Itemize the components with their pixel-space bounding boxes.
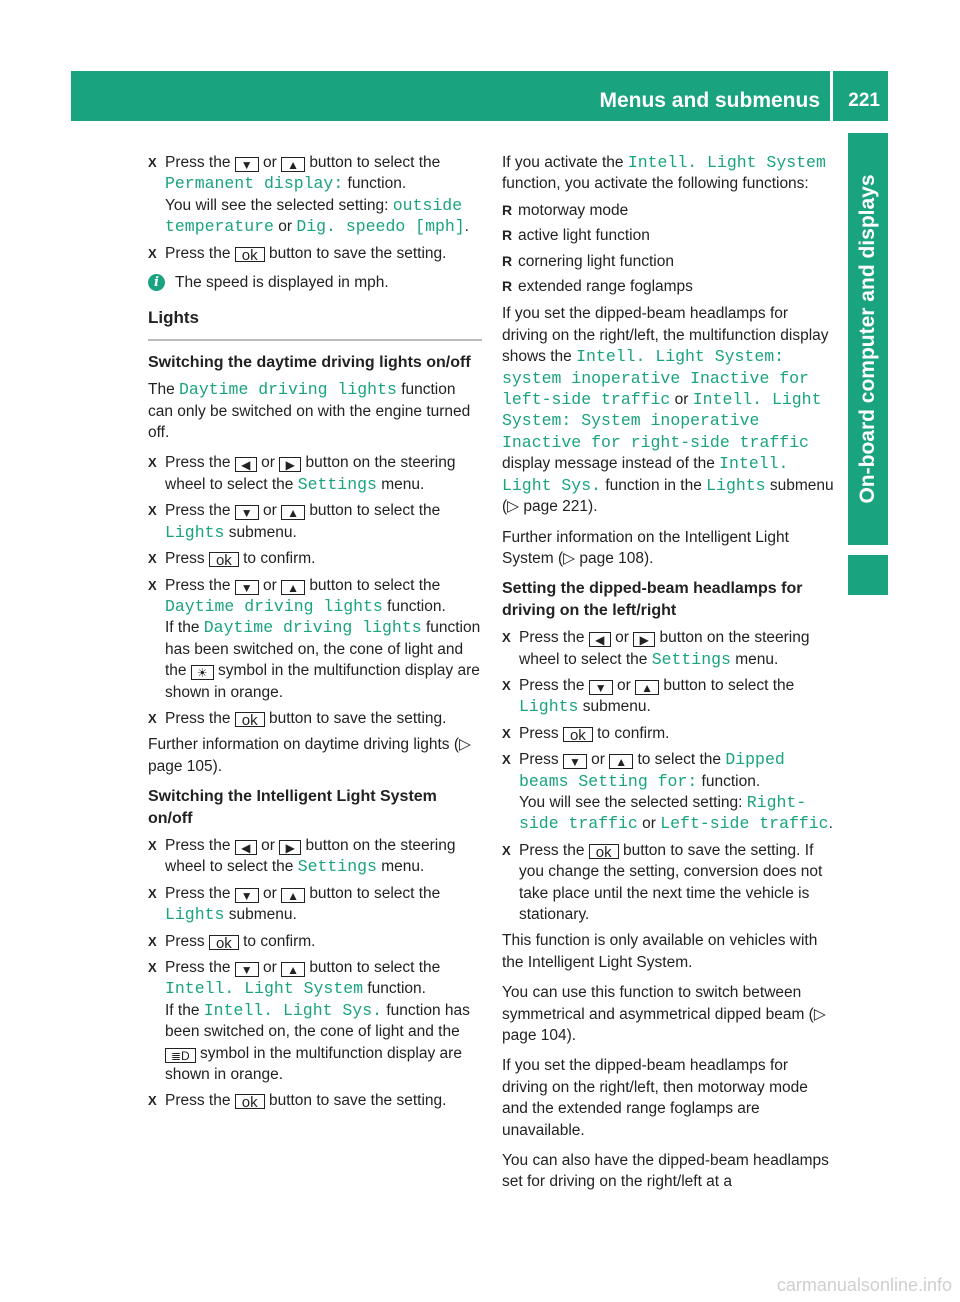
step: X Press the ok button to save the setting. bbox=[148, 709, 447, 729]
step: X Press ok to confirm. bbox=[148, 550, 316, 570]
down-key-icon: ▼ bbox=[563, 754, 587, 769]
step: X Press the ◀ or ▶ button on the steering wheel to select the Settings menu. bbox=[502, 629, 810, 669]
step: X Press ▼ or ▲ to select the Dipped beams Setting for: function. You will see the selected setting: Right-side traffic or Left-side traffic. bbox=[502, 750, 833, 834]
right-column bbox=[502, 152, 836, 1202]
step-marker: X bbox=[148, 503, 157, 519]
display-text: Intell. Light System: system inoperative Inactive for left-side traffic bbox=[502, 347, 809, 410]
page-header bbox=[71, 71, 888, 121]
step: X Press the ▼ or ▲ button to select the Lights submenu. bbox=[148, 502, 441, 542]
down-key-icon: ▼ bbox=[235, 888, 259, 903]
paragraph: Further information on daytime driving lights (▷ page 105). bbox=[148, 736, 471, 775]
display-text: Daytime driving lights bbox=[165, 596, 383, 616]
up-key-icon: ▲ bbox=[609, 754, 633, 769]
ok-key-icon: ok bbox=[235, 712, 265, 727]
subheading-intelligent-light: Switching the Intelligent Light System on/off bbox=[148, 788, 437, 827]
list-item: R extended range foglamps bbox=[502, 278, 693, 296]
step: X Press the ▼ or ▲ button to select the Daytime driving lights function. If the Daytime driving lights function has been switched on, the cone of light and the ☀ symbol in the multifunction display are shown in orange. bbox=[148, 576, 481, 701]
step: X Press the ▼ or ▲ button to select the Lights submenu. bbox=[502, 676, 795, 717]
step: X Press ok to confirm. bbox=[148, 932, 316, 952]
step-marker: X bbox=[502, 677, 511, 693]
display-text: Lights bbox=[706, 475, 766, 495]
sun-symbol-icon: ☀ bbox=[191, 665, 214, 680]
paragraph: You can use this function to switch between symmetrical and asymmetrical dipped beam (▷ page 104). bbox=[502, 984, 826, 1045]
step-marker: X bbox=[148, 837, 157, 853]
ok-key-icon: ok bbox=[235, 1094, 265, 1109]
display-text: Lights bbox=[165, 905, 225, 925]
up-key-icon: ▲ bbox=[281, 580, 305, 595]
side-tab-label: On-board computer and displays bbox=[856, 174, 879, 504]
up-key-icon: ▲ bbox=[635, 680, 659, 695]
step-marker: X bbox=[148, 155, 157, 170]
display-text: Intell. Light System: System inoperative Inactive for right-side traffic bbox=[502, 390, 822, 452]
up-key-icon: ▲ bbox=[281, 962, 305, 977]
display-text: Dig. speedo [mph] bbox=[296, 217, 465, 237]
step: X Press ok to confirm. bbox=[502, 724, 670, 744]
paragraph: If you set the dipped-beam headlamps for driving on the right/left, the multifunction display shows the Intell. Light System: system inoperative Inactive for left-side traffic or Intell. Light System: System inoperative Inactive for right-side traffic display message instead of the Intell. Light Sys. function in the Lights submenu (▷ page 221). bbox=[502, 305, 834, 516]
left-column bbox=[148, 152, 482, 1117]
list-item: R motorway mode bbox=[502, 201, 629, 219]
step-marker: X bbox=[148, 577, 157, 593]
display-text: Intell. Light Sys. bbox=[203, 1000, 383, 1020]
lowbeam-symbol-icon: ≣D bbox=[165, 1048, 196, 1063]
step-marker: X bbox=[502, 725, 511, 741]
display-text: Left-side traffic bbox=[660, 814, 829, 834]
paragraph: This function is only available on vehicles with the Intelligent Light System. bbox=[502, 932, 818, 971]
list-item: R cornering light function bbox=[502, 252, 674, 270]
page-number: 221 bbox=[848, 90, 880, 111]
step-marker: X bbox=[502, 842, 511, 858]
subheading-daytime-lights: Switching the daytime driving lights on/off bbox=[148, 353, 471, 371]
left-key-icon: ◀ bbox=[589, 632, 611, 647]
step-marker: X bbox=[148, 455, 157, 471]
ok-key-icon: ok bbox=[209, 552, 239, 567]
step: X Press the ◀ or ▶ button on the steering wheel to select the Settings menu. bbox=[148, 454, 456, 494]
up-key-icon: ▲ bbox=[281, 505, 305, 520]
up-key-icon: ▲ bbox=[281, 157, 305, 172]
subheading-dipped-beam: Setting the dipped-beam headlamps for driving on the left/right bbox=[502, 580, 803, 619]
display-text: Lights bbox=[519, 697, 579, 717]
right-key-icon: ▶ bbox=[633, 632, 655, 647]
step: X Press the ▼ or ▲ button to select the Intell. Light System function. If the Intell. Light Sys. function has been switched on, the cone of light and the ≣D symbol in the multifunction display are shown in orange. bbox=[148, 959, 470, 1084]
right-key-icon: ▶ bbox=[279, 457, 301, 472]
ok-key-icon: ok bbox=[563, 727, 593, 742]
ok-key-icon: ok bbox=[235, 247, 265, 262]
display-text: Daytime driving lights bbox=[179, 380, 397, 400]
down-key-icon: ▼ bbox=[589, 680, 613, 695]
display-text: Permanent display: bbox=[165, 174, 344, 194]
step-select-permanent-display: X Press the ▼ or ▲ button to select the Permanent display: function. You will see the selected setting: outside temperature or Dig. speedo [mph]. bbox=[148, 154, 469, 237]
down-key-icon: ▼ bbox=[235, 962, 259, 977]
display-text: Lights bbox=[165, 522, 225, 542]
step-marker: X bbox=[148, 245, 157, 261]
down-key-icon: ▼ bbox=[235, 157, 259, 172]
info-icon: i bbox=[148, 274, 165, 291]
step-marker: X bbox=[148, 551, 157, 567]
side-tab-marker bbox=[848, 555, 888, 595]
display-text: Dipped beams Setting for: bbox=[519, 750, 785, 791]
step-save-setting: X Press the ok button to save the setting. bbox=[148, 244, 447, 264]
display-text: Right-side traffic bbox=[519, 792, 807, 834]
left-key-icon: ◀ bbox=[235, 840, 257, 855]
watermark: carmanualsonline.info bbox=[776, 1275, 952, 1295]
paragraph: The Daytime driving lights function can only be switched on with the engine turned off. bbox=[148, 380, 471, 442]
step-marker: X bbox=[502, 752, 511, 768]
display-text: Intell. Light System bbox=[165, 979, 364, 999]
ok-key-icon: ok bbox=[209, 935, 239, 950]
info-note: i The speed is displayed in mph. bbox=[148, 272, 482, 293]
step-marker: X bbox=[148, 960, 157, 975]
section-heading-lights: Lights bbox=[148, 307, 482, 340]
step: X Press the ▼ or ▲ button to select the Lights submenu. bbox=[148, 884, 441, 925]
step-marker: X bbox=[148, 1093, 157, 1109]
display-text: Settings bbox=[297, 474, 377, 494]
step: X Press the ok button to save the setting. bbox=[148, 1092, 447, 1112]
step-marker: X bbox=[502, 630, 511, 646]
paragraph: If you activate the Intell. Light System function, you activate the following functions: bbox=[502, 153, 826, 193]
header-title: Menus and submenus bbox=[599, 89, 820, 112]
header-divider bbox=[830, 71, 833, 121]
left-key-icon: ◀ bbox=[235, 457, 257, 472]
display-text: Settings bbox=[651, 649, 731, 669]
list-item: R active light function bbox=[502, 227, 650, 245]
step: X Press the ◀ or ▶ button on the steering wheel to select the Settings menu. bbox=[148, 836, 456, 877]
display-text: Intell. Light System bbox=[627, 153, 826, 172]
ok-key-icon: ok bbox=[589, 844, 619, 859]
step-marker: X bbox=[148, 933, 157, 949]
up-key-icon: ▲ bbox=[281, 888, 305, 903]
display-text: outside temperature bbox=[165, 195, 463, 237]
down-key-icon: ▼ bbox=[235, 505, 259, 520]
paragraph: You can also have the dipped-beam headlamps set for driving on the right/left at a bbox=[502, 1152, 829, 1191]
step-marker: X bbox=[148, 710, 157, 726]
step-marker: X bbox=[148, 885, 157, 901]
display-text: Settings bbox=[297, 857, 377, 877]
paragraph: If you set the dipped-beam headlamps for driving on the right/left, then motorway mode and the extended range foglamps are unavailable. bbox=[502, 1057, 808, 1139]
display-text: Intell. Light Sys. bbox=[502, 454, 789, 495]
display-text: Daytime driving lights bbox=[203, 618, 422, 638]
down-key-icon: ▼ bbox=[235, 580, 259, 595]
paragraph: Further information on the Intelligent Light System (▷ page 108). bbox=[502, 528, 789, 567]
section-side-tab bbox=[848, 133, 888, 545]
step: X Press the ok button to save the setting. If you change the setting, conversion does not take place until the next time the vehicle is stationary. bbox=[502, 841, 823, 923]
right-key-icon: ▶ bbox=[279, 840, 301, 855]
